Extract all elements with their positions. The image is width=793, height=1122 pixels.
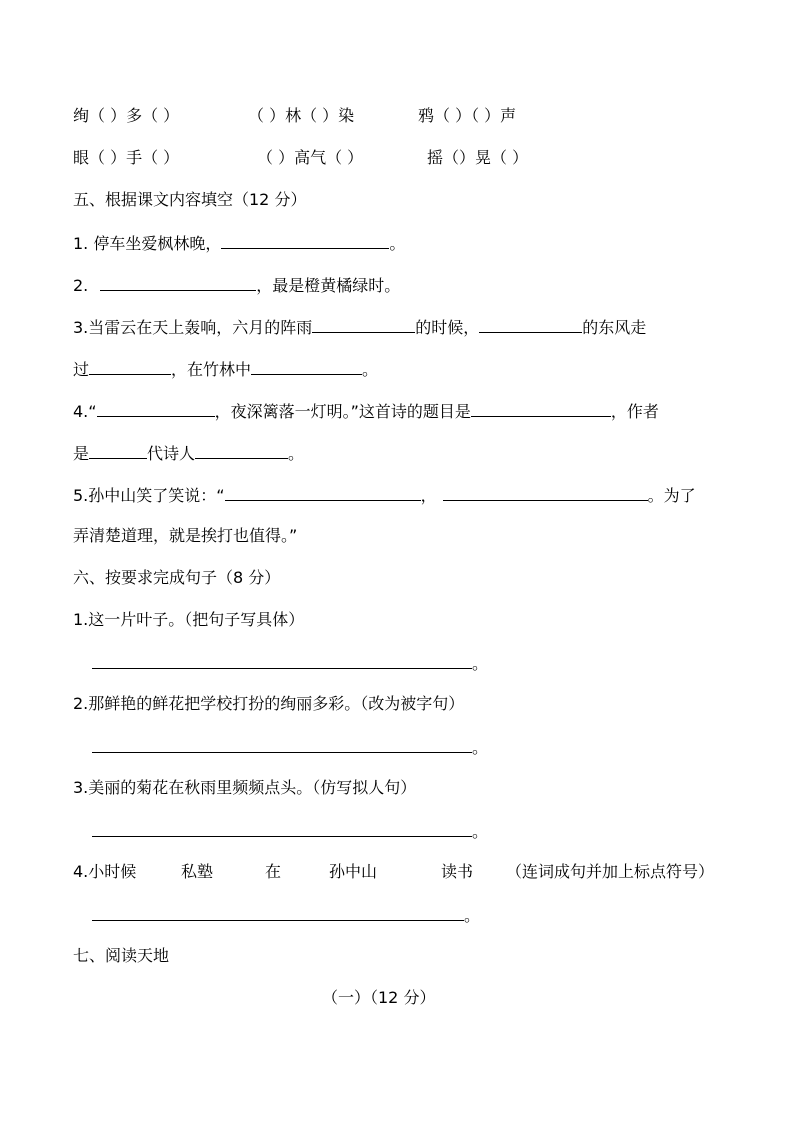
s6-q1: 1.这一片叶子。（把句子写具体） [73, 610, 305, 629]
s5-q1-blank[interactable] [221, 231, 389, 249]
s6-q4-word-5: 读书 [441, 862, 474, 881]
s5-q3-line1 [73, 315, 646, 339]
s5-q3-blank-1[interactable] [312, 315, 415, 333]
s5-q5-text-a: 5.孙中山笑了笑说：“ [73, 486, 225, 505]
s6-q4-answer-line[interactable] [92, 903, 464, 921]
s5-q5-text-c: 。为了 [647, 486, 696, 505]
section6-heading: 六、按要求完成句子（8 分） [73, 568, 281, 587]
s6-q4-word-2: 私塾 [181, 862, 214, 881]
s6-q4-answer [92, 903, 480, 927]
idiom-1-3: 鸦（ ）（ ）声 [418, 106, 517, 125]
s5-q4-line2 [73, 441, 304, 465]
idiom-2-1: 眼（ ）手（ ） [73, 148, 180, 167]
s6-q1-answer-line[interactable] [92, 651, 472, 669]
s6-q1-period: 。 [472, 654, 489, 673]
s5-q4-text-e: 代诗人 [147, 444, 196, 463]
s5-q3-line2 [73, 357, 378, 381]
s5-q3-text-b: 的时候， [415, 318, 480, 337]
s5-q3-text-c: 的东风走 [582, 318, 647, 337]
s5-q2-num: 2. [73, 276, 89, 295]
s6-q2-answer-line[interactable] [92, 735, 472, 753]
s6-q1-answer [92, 651, 488, 675]
s5-q2-blank[interactable] [100, 273, 256, 291]
s5-q1-end: 。 [389, 234, 406, 253]
s5-q4-text-f: 。 [288, 444, 305, 463]
s5-q4-blank-3[interactable] [89, 441, 147, 459]
s5-q5-text-b: ， [420, 486, 437, 505]
s5-q4-text-c: ，作者 [610, 402, 659, 421]
s5-q2 [73, 273, 400, 297]
section5-heading: 五、根据课文内容填空（12 分） [73, 190, 307, 209]
s5-q3-text-a: 3.当雷云在天上轰响，六月的阵雨 [73, 318, 313, 337]
section7-heading: 七、阅读天地 [73, 946, 170, 965]
s5-q2-text: ，最是橙黄橘绿时。 [256, 276, 401, 295]
s5-q3-blank-3[interactable] [89, 357, 171, 375]
s5-q4-text-b: ，夜深篱落一灯明。”这首诗的题目是 [214, 402, 471, 421]
idiom-1-2: （ ）林（ ）染 [248, 106, 355, 125]
s6-q4-word-4: 孙中山 [329, 862, 378, 881]
idiom-2-3: 摇（）晃（ ） [427, 148, 529, 167]
s5-q5-line2: 弄清楚道理，就是挨打也值得。” [73, 526, 298, 545]
s6-q2: 2.那鲜艳的鲜花把学校打扮的绚丽多彩。（改为被字句） [73, 694, 465, 713]
s6-q2-period: 。 [472, 738, 489, 757]
s5-q4-blank-1[interactable] [97, 399, 215, 417]
s5-q4-text-a: 4.“ [73, 402, 97, 421]
s5-q4-line1 [73, 399, 659, 423]
s5-q3-blank-4[interactable] [251, 357, 362, 375]
s5-q5-blank-2[interactable] [443, 483, 648, 501]
s5-q3-blank-2[interactable] [479, 315, 582, 333]
s6-q3: 3.美丽的菊花在秋雨里频频点头。（仿写拟人句） [73, 778, 417, 797]
s6-q4-period: 。 [464, 906, 481, 925]
s5-q3-text-e: ，在竹林中 [171, 360, 252, 379]
s5-q1-text: 1. 停车坐爱枫林晚， [73, 234, 222, 253]
s6-q4-word-3: 在 [265, 862, 282, 881]
s6-q3-answer [92, 819, 488, 843]
s5-q1 [73, 231, 405, 255]
s6-q4-instruction: （连词成句并加上标点符号） [506, 862, 715, 881]
s5-q4-blank-4[interactable] [195, 441, 288, 459]
s5-q3-text-d: 过 [73, 360, 90, 379]
s6-q3-answer-line[interactable] [92, 819, 472, 837]
s5-q5-blank-1[interactable] [225, 483, 421, 501]
s6-q2-answer [92, 735, 488, 759]
s5-q5-line1 [73, 483, 696, 507]
s5-q4-blank-2[interactable] [471, 399, 611, 417]
section7-subheading: （一）（12 分） [322, 988, 436, 1007]
idiom-2-2: （ ）高气（ ） [257, 148, 364, 167]
s6-q4-word-1: 4.小时候 [73, 862, 137, 881]
s6-q3-period: 。 [472, 822, 489, 841]
s5-q3-text-f: 。 [362, 360, 379, 379]
idiom-1-1: 绚（ ）多（ ） [73, 106, 180, 125]
s5-q4-text-d: 是 [73, 444, 90, 463]
